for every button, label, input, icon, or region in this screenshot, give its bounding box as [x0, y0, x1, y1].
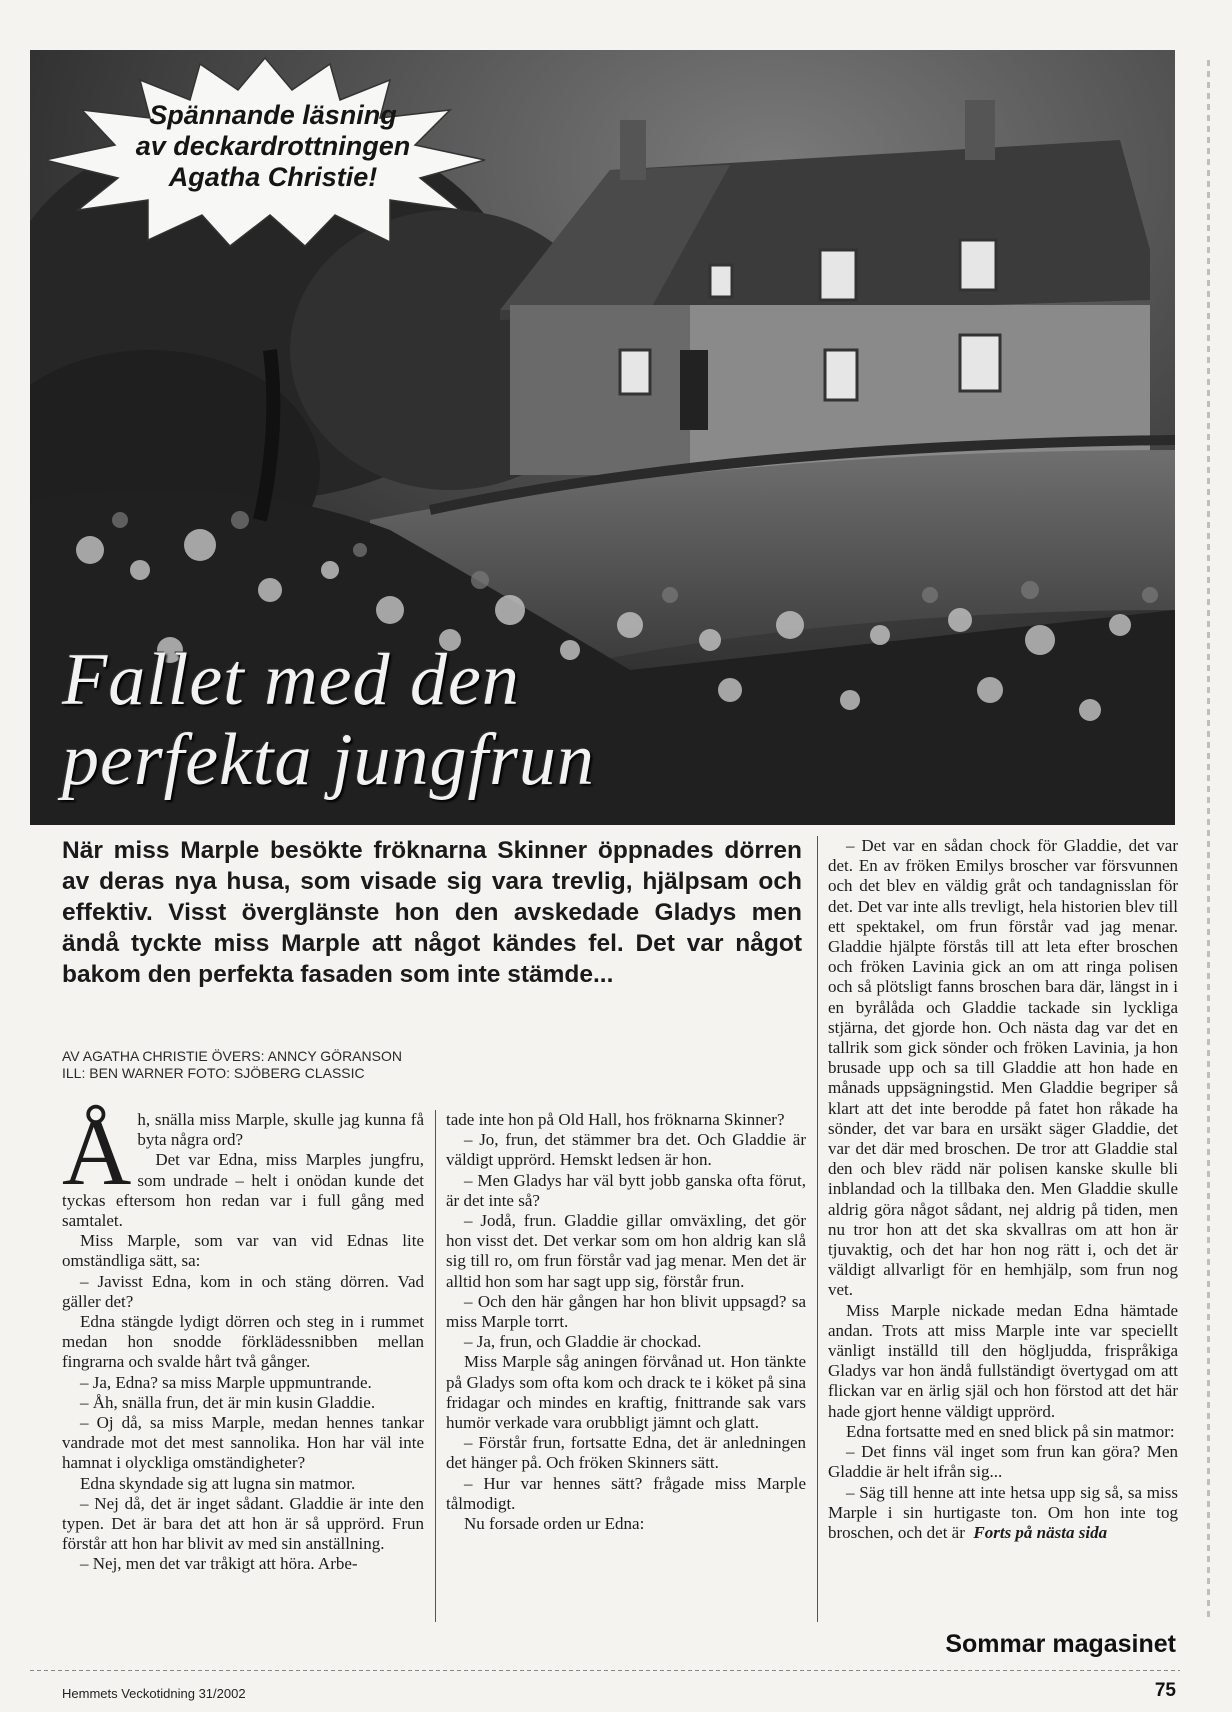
credits-line-1: AV AGATHA CHRISTIE ÖVERS: ANNCY GÖRANSON — [62, 1048, 402, 1064]
paragraph: h, snälla miss Marple, skulle jag kunna få byta några ord? — [137, 1110, 424, 1150]
paragraph: Edna fortsatte med en sned blick på sin matmor: — [846, 1421, 1175, 1441]
continued-link[interactable]: Forts på nästa sida — [973, 1522, 1108, 1542]
paragraph: Nu forsade orden ur Edna: — [464, 1514, 645, 1534]
paragraph: – Nej då, det är inget sådant. Gladdie är inte den typen. Det är bara det att hon är så upprörd. Frun förstår att hon har blivit av med sin anställning. — [62, 1493, 424, 1554]
teaser-text: Spännande läsning av deckardrottningen Agatha Christie! — [135, 100, 411, 192]
paragraph: – Och den här gången har hon blivit uppsagd? sa miss Marple torrt. — [446, 1291, 806, 1332]
paragraph: Edna skyndade sig att lugna sin matmor. — [80, 1473, 356, 1493]
article-column-3 — [828, 836, 1178, 1543]
article-column-2 — [446, 1110, 806, 1534]
paragraph: – Jo, frun, det stämmer bra det. Och Gladdie är väldigt upprörd. Hemskt ledsen är hon. — [446, 1130, 806, 1170]
issue-label: Hemmets Veckotidning 31/2002 — [62, 1686, 246, 1701]
credits-line-2: ILL: BEN WARNER FOTO: SJÖBERG CLASSIC — [62, 1065, 365, 1081]
drop-cap: Å — [62, 1098, 132, 1205]
column-rule — [435, 1110, 436, 1622]
paragraph: – Javisst Edna, kom in och stäng dörren. Vad gäller det? — [62, 1271, 424, 1311]
paragraph: – Ja, frun, och Gladdie är chockad. — [464, 1332, 702, 1352]
paragraph: Det var Edna, miss Marples jungfru, som undrade – helt i onödan kunde det tyckas eftersom hon redan var i full gång med samtalet. — [62, 1150, 424, 1231]
paragraph: – Det var en sådan chock för Gladdie, det var det. En av fröken Emilys broscher var försvunnen och det blev en väldig gråt och tandagnisslan för det. Det var inte alls trevligt, hela historien blev till ett spektakel, om frun förstår vad jag menar. Gladdie hjälpte förstås till att leta efter broschen och fröken Lavinia gick an om att ringa polisen och så plötsligt fanns broschen bara där, längst in i en byrålåda och Gladdie tackade sin lyckliga stjärna, det gjorde hon. Och nästa dag var det en tallrik som gick sönder och fröken Lavinia, ja hon brusade upp och sa till Gladdie att hon hade en månads uppsägningstid. Men Gladdie begriper så klart att det inte berodde på fatet hon råkade ha sönder, det var bara en ursäkt säger Gladdie, det var det där med broschen. De tror att Gladdie stal den och blev rädd när polisen kanske skulle bli inblandad och la tillbaka den. Men Gladdie skulle aldrig göra något sådant, nej aldrig på tiden, men nu tror hon att det ska skvallras om att hon är tjuvaktig, och det har hon nog rätt i, och det är väldigt allvarligt för en hemhjälp, som frun nog vet. — [828, 836, 1178, 1300]
page-edge — [1207, 60, 1210, 1620]
paragraph: Miss Marple, som var van vid Ednas lite omständliga sätt, sa: — [62, 1231, 424, 1271]
paragraph: – Förstår frun, fortsatte Edna, det är anledningen det hänger på. Och fröken Skinners sätt. — [446, 1433, 806, 1473]
paragraph: – Det finns väl inget som frun kan göra? Men Gladdie är helt ifrån sig... — [828, 1442, 1178, 1482]
headline: Fallet med den perfekta jungfrun — [62, 639, 595, 801]
paragraph: Miss Marple nickade medan Edna hämtade andan. Trots att miss Marple inte var speciellt vänligt inställd till den högljudda, frispråkiga Gladys var hon ändå fullständigt övertygad om att flickan var en ärlig själ och hon förstod att det här hade gjort henne väldigt upprörd. — [828, 1300, 1178, 1421]
footer-rule — [30, 1670, 1180, 1671]
article-column-1 — [62, 1098, 424, 1575]
paragraph: Miss Marple såg aningen förvånad ut. Hon tänkte på Gladys som ofta kom och drack te i köket på sina fridagar och mindes en kraftig, fnittrande sak vars humör verkade vara orubbligt jämnt och glatt. — [446, 1352, 806, 1433]
paragraph: Edna stängde lydigt dörren och steg in i rummet medan hon snodde förklädessnibben mellan fingrarna och svalde hårt två gånger. — [62, 1312, 424, 1372]
paragraph: – Åh, snälla frun, det är min kusin Gladdie. — [80, 1392, 376, 1412]
paragraph-text: – Säg till henne att inte hetsa upp sig så, sa miss Marple i sin hurtigaste ton. Om hon inte tog broschen, och det är — [828, 1482, 1178, 1542]
paragraph: – Men Gladys har väl bytt jobb ganska ofta förut, är det inte så? — [446, 1170, 806, 1210]
paragraph: – Hur var hennes sätt? frågade miss Marple tålmodigt. — [446, 1473, 806, 1513]
paragraph: – Jodå, frun. Gladdie gillar omväxling, det gör hon visst det. Det verkar som om hon aldrig kan slå sig till ro, om frun förstår vad jag menar. Men det är alltid hon som har sagt upp sig, förstår frun. — [446, 1211, 806, 1291]
paragraph: – Oj då, sa miss Marple, medan hennes tankar vandrade mot det mest sannolika. Hon har väl inte hamnat i olyckliga omständigheter? — [62, 1413, 424, 1473]
paragraph — [828, 1483, 1178, 1544]
paragraph: tade inte hon på Old Hall, hos fröknarna Skinner? — [446, 1110, 785, 1129]
paragraph: – Ja, Edna? sa miss Marple uppmuntrande. — [80, 1372, 372, 1392]
magazine-brand: Sommar magasinet — [945, 1630, 1176, 1658]
paragraph: – Nej, men det var tråkigt att höra. Arbe- — [80, 1554, 358, 1574]
column-rule — [817, 836, 818, 1622]
credits — [62, 1048, 502, 1082]
page-number: 75 — [1154, 1680, 1176, 1701]
lead-paragraph: När miss Marple besökte fröknarna Skinner öppnades dörren av deras nya husa, som visade sig vara trevlig, hjälpsam och effektiv. Visst överglänste hon den avskedade Gladys men ändå tyckte miss Marple att något kändes fel. Det var något bakom den perfekta fasaden som inte stämde... — [62, 837, 802, 988]
